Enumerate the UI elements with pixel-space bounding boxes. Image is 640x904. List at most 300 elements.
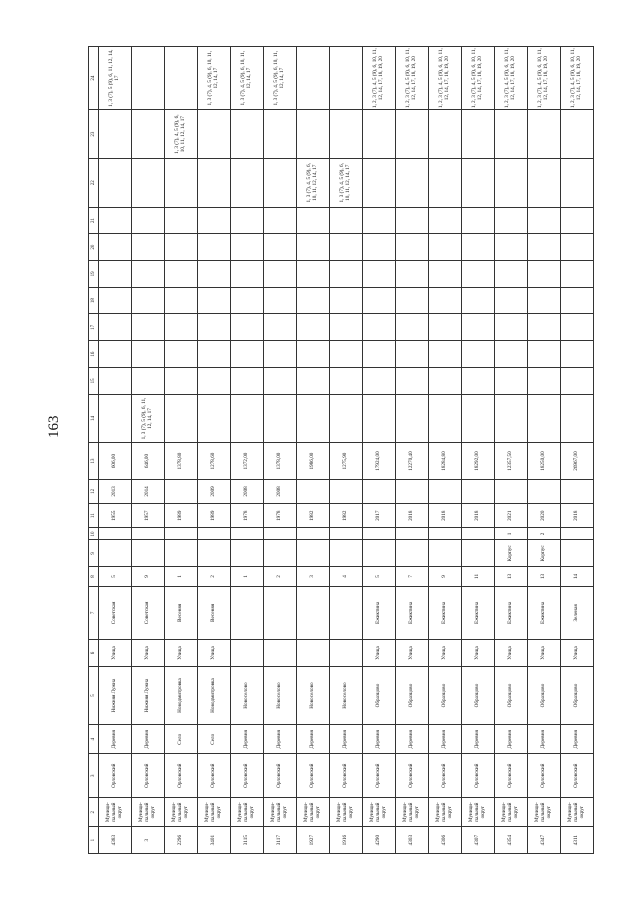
table-cell: 12357,50 [495,443,528,479]
table-cell [264,586,297,639]
table-cell: Деревня [528,725,561,754]
table-cell: Образцово [462,666,495,724]
table-row [198,47,231,854]
table-cell: 3117 [264,827,297,854]
table-cell: Орловский [528,754,561,798]
table-cell: Орловский [330,754,363,798]
table-cell: Деревня [264,725,297,754]
table-cell [132,110,165,159]
table-cell: Орловский [429,754,462,798]
table-cell [561,367,594,394]
table-cell [363,314,396,341]
table-cell [198,287,231,314]
header-cell: 12 [89,479,99,503]
table-cell [429,314,462,341]
table-cell: Нижняя Лужна [132,666,165,724]
table-cell: Улица [363,640,396,667]
table-cell: Улица [561,640,594,667]
table-cell [99,158,132,207]
table-row [429,47,462,854]
table-row [132,47,165,854]
table-cell: Ежиктина [462,586,495,639]
table-cell [495,234,528,261]
table-cell [363,479,396,503]
table-cell [330,479,363,503]
table-cell: Муници-пальный округ [495,798,528,827]
table-cell [198,110,231,159]
table-cell [363,234,396,261]
header-cell: 24 [89,47,99,110]
table-cell [231,158,264,207]
table-cell: Орловский [495,754,528,798]
header-cell: 14 [89,394,99,443]
table-cell: 2008 [231,479,264,503]
table-cell [99,528,132,540]
table-cell: 1, 2, 3 (7), 4, 5 (9), 6, 10, 11, 12, 14, 17, 18, 19, 20 [495,47,528,110]
table-cell [132,261,165,288]
table-cell: Новодмитровка [198,666,231,724]
table-cell [429,394,462,443]
table-cell [165,540,198,567]
table-cell [528,314,561,341]
table-cell [528,110,561,159]
table-cell: Новоселово [264,666,297,724]
table-cell [363,528,396,540]
table-cell [528,394,561,443]
table-cell [99,394,132,443]
table-cell [231,341,264,368]
table-row [264,47,297,854]
table-cell [297,528,330,540]
rotated-table-wrapper [88,46,594,854]
table-cell: 2014 [132,479,165,503]
table-cell [462,479,495,503]
table-cell [165,314,198,341]
table-cell: Село [165,725,198,754]
header-cell: 8 [89,567,99,586]
table-cell [363,261,396,288]
table-cell: 2 [198,567,231,586]
table-cell: 5 [363,567,396,586]
table-cell [99,367,132,394]
table-cell [330,394,363,443]
table-cell [561,341,594,368]
table-cell [297,314,330,341]
table-cell: 9 [429,567,462,586]
table-cell [330,341,363,368]
table-cell [561,158,594,207]
table-cell: 1, 2, 3 (7), 4, 5 (9), 6, 10, 11, 12, 14, 17, 18, 19, 20 [561,47,594,110]
table-row [396,47,429,854]
table-cell [99,540,132,567]
table-cell: Улица [528,640,561,667]
table-cell [330,586,363,639]
table-cell: Новодмитровка [165,666,198,724]
table-cell: Улица [429,640,462,667]
table-cell [462,314,495,341]
table-cell [132,314,165,341]
table-cell: 2296 [165,827,198,854]
header-cell: 20 [89,234,99,261]
table-cell: 1 [495,528,528,540]
table-cell: 18292,00 [462,443,495,479]
table-cell [561,234,594,261]
table-cell [198,207,231,234]
table-cell: 1989 [198,504,231,528]
table-cell: Улица [132,640,165,667]
table-cell: 1, 2, 3 (7), 4, 5 (9), 6, 10, 11, 12, 14, 17, 18, 19, 20 [528,47,561,110]
table-cell: Улица [165,640,198,667]
table-cell: Орловский [99,754,132,798]
table-cell: Орловский [561,754,594,798]
table-cell [198,158,231,207]
table-cell [297,47,330,110]
table-cell [132,234,165,261]
table-cell: Улица [198,640,231,667]
table-cell [396,158,429,207]
table-cell: 2009 [198,479,231,503]
table-cell [297,341,330,368]
table-cell [330,261,363,288]
table-cell: 18284,80 [429,443,462,479]
table-cell: Нижняя Лужна [99,666,132,724]
table-cell [231,234,264,261]
table-cell [165,47,198,110]
table-row [561,47,594,854]
table-cell [396,367,429,394]
table-cell [165,341,198,368]
table-cell: 4 [330,567,363,586]
table-cell: 4290 [363,827,396,854]
table-cell [330,367,363,394]
table-cell: Образцово [363,666,396,724]
table-cell [297,394,330,443]
table-cell [198,394,231,443]
table-cell: Образцово [396,666,429,724]
table-cell [429,110,462,159]
table-cell [561,287,594,314]
table-cell: 1, 2, 3 (7), 4, 5 (9), 6, 10, 11, 12, 14, 17, 18, 19, 20 [462,47,495,110]
table-cell: 2020 [528,504,561,528]
table-cell [330,528,363,540]
header-cell: 1 [89,827,99,854]
table-cell [396,479,429,503]
table-cell: 646,00 [132,443,165,479]
table-cell [396,540,429,567]
header-cell: 16 [89,341,99,368]
table-row [363,47,396,854]
table-row [330,47,363,854]
table-cell: Муници-пальный округ [561,798,594,827]
table-cell: 1955 [99,504,132,528]
table-cell [495,394,528,443]
table-cell [165,479,198,503]
table-cell [297,261,330,288]
table-cell: Муници-пальный округ [429,798,462,827]
table-cell: 1278,60 [198,443,231,479]
table-cell [264,261,297,288]
table-cell [495,158,528,207]
table-cell [528,341,561,368]
table-cell [132,528,165,540]
table-cell [198,341,231,368]
table-cell [231,640,264,667]
table-cell [561,479,594,503]
table-cell [495,367,528,394]
table-cell: 4307 [462,827,495,854]
table-cell: Муници-пальный округ [297,798,330,827]
table-cell: 13 [495,567,528,586]
table-cell: Советская [99,586,132,639]
table-cell [429,479,462,503]
table-cell [429,158,462,207]
table-cell [231,367,264,394]
table-cell [429,207,462,234]
table-cell: 1 [231,567,264,586]
table-cell [561,394,594,443]
table-cell [429,341,462,368]
table-cell [330,314,363,341]
table-cell [396,394,429,443]
table-cell [330,207,363,234]
table-cell [198,367,231,394]
table-row [297,47,330,854]
table-cell: Ежиктина [429,586,462,639]
table-cell: 4354 [495,827,528,854]
table-cell [462,287,495,314]
table-cell [231,528,264,540]
housing-registry-table [88,46,594,854]
table-cell [99,234,132,261]
table-cell [462,261,495,288]
table-cell: Деревня [231,725,264,754]
table-cell: Орловский [165,754,198,798]
table-cell [264,110,297,159]
table-cell [165,394,198,443]
table-cell: 1, 3 (7), 4, 5 (9), 6, 10, 11, 12, 14, 17 [231,47,264,110]
table-row [231,47,264,854]
header-cell: 9 [89,540,99,567]
table-cell [231,261,264,288]
table-cell [561,261,594,288]
table-cell [231,207,264,234]
table-cell: 2 [528,528,561,540]
table-cell: 2013 [99,479,132,503]
table-cell [495,110,528,159]
table-cell [462,158,495,207]
table-cell [165,287,198,314]
table-cell: 18250,00 [528,443,561,479]
table-cell [528,287,561,314]
table-cell [132,207,165,234]
table-cell [132,158,165,207]
table-cell: Деревня [561,725,594,754]
table-cell [165,261,198,288]
table-row [462,47,495,854]
table-cell [165,234,198,261]
table-cell [330,110,363,159]
table-cell: Муници-пальный округ [264,798,297,827]
table-cell: Деревня [363,725,396,754]
table-row [165,47,198,854]
table-row [495,47,528,854]
table-cell: Орловский [132,754,165,798]
table-cell: 4347 [528,827,561,854]
table-cell [99,261,132,288]
table-cell [462,234,495,261]
table-cell: 1, 3 (7), 4, 5 (9), 6, 10, 11, 12, 14, 17 [198,47,231,110]
header-cell: 3 [89,754,99,798]
header-cell: 21 [89,207,99,234]
table-cell [462,367,495,394]
table-cell [297,207,330,234]
table-cell [429,367,462,394]
table-cell [264,640,297,667]
table-cell [363,367,396,394]
table-cell [99,207,132,234]
table-cell [297,586,330,639]
header-cell: 13 [89,443,99,479]
header-cell: 17 [89,314,99,341]
table-cell [132,367,165,394]
header-cell: 6 [89,640,99,667]
table-cell: 4311 [561,827,594,854]
table-cell [363,287,396,314]
table-cell [363,341,396,368]
table-cell: Образцово [429,666,462,724]
table-cell: Деревня [297,725,330,754]
table-cell: Муници-пальный округ [396,798,429,827]
table-cell [330,540,363,567]
table-cell [561,207,594,234]
page-number: 163 [46,415,62,438]
table-cell: 2021 [495,504,528,528]
table-cell: 2008 [264,479,297,503]
header-cell: 23 [89,110,99,159]
table-cell: 3115 [231,827,264,854]
table-cell [528,367,561,394]
table-cell: Муници-пальный округ [231,798,264,827]
table-cell: 2018 [396,504,429,528]
table-cell: Улица [396,640,429,667]
table-cell [396,261,429,288]
table-cell [264,394,297,443]
table-cell: 17924,00 [363,443,396,479]
table-cell: 1957 [132,504,165,528]
table-cell: Муници-пальный округ [165,798,198,827]
header-cell: 11 [89,504,99,528]
header-cell: 10 [89,528,99,540]
table-cell: 1, 3 (7), 4, 5 (9), 6, 10, 11, 12, 14, 17 [330,158,363,207]
table-cell: Орловский [231,754,264,798]
table-cell: Орловский [462,754,495,798]
table-cell: Муници-пальный округ [330,798,363,827]
table-cell: 1, 2, 3 (7), 4, 5 (9), 6, 10, 11, 12, 14, 17, 18, 19, 20 [363,47,396,110]
table-cell: Новоселово [231,666,264,724]
table-cell: Деревня [132,725,165,754]
table-cell [330,234,363,261]
table-cell: Корпус [528,540,561,567]
table-cell [429,287,462,314]
table-cell [462,394,495,443]
table-cell: Советская [132,586,165,639]
table-cell: 1, 3 (7), 4, 5 (9), 6, 10, 11, 12, 14, 17 [297,158,330,207]
table-cell [165,158,198,207]
table-cell: Улица [99,640,132,667]
table-cell [561,314,594,341]
table-cell [462,110,495,159]
table-cell [132,341,165,368]
table-cell: Новоселово [297,666,330,724]
table-cell [264,528,297,540]
table-cell [297,479,330,503]
table-cell: 1, 2, 3 (7), 4, 5 (9), 6, 10, 11, 12, 14, 17, 18, 19, 20 [396,47,429,110]
table-cell [462,207,495,234]
table-cell: Деревня [396,725,429,754]
table-cell: Ежиктина [396,586,429,639]
table-cell [297,540,330,567]
table-cell [264,287,297,314]
table-cell [429,540,462,567]
table-cell: Улица [462,640,495,667]
table-cell: 3 [132,827,165,854]
table-cell [396,234,429,261]
table-cell [99,110,132,159]
table-cell [264,158,297,207]
table-cell [462,341,495,368]
table-header-row [89,47,99,854]
table-cell: Образцово [561,666,594,724]
table-cell [264,341,297,368]
header-cell: 22 [89,158,99,207]
table-cell [528,234,561,261]
table-cell [561,110,594,159]
table-cell: 1, 2, 3 (7), 4, 5 (9), 6, 10, 11, 12, 14, 17, 18, 19, 20 [429,47,462,110]
table-cell: 9 [132,567,165,586]
table-cell [297,367,330,394]
table-cell [396,528,429,540]
table-cell [495,341,528,368]
table-cell [132,287,165,314]
table-cell [429,261,462,288]
table-cell: Улица [495,640,528,667]
table-cell: Образцово [528,666,561,724]
table-cell: Деревня [330,725,363,754]
table-cell: 4303 [396,827,429,854]
table-cell [363,540,396,567]
table-cell [198,234,231,261]
table-cell: 1 [165,567,198,586]
table-cell [231,287,264,314]
table-cell: 3401 [198,827,231,854]
table-cell: 3 [297,567,330,586]
table-cell [165,367,198,394]
table-cell: 13 [528,567,561,586]
table-cell [495,314,528,341]
table-cell [99,341,132,368]
table-cell: Деревня [99,725,132,754]
table-cell [561,540,594,567]
header-cell: 4 [89,725,99,754]
table-cell: 1, 3 (7), 4, 5 (9), 6, 10, 11, 12, 14, 17 [264,47,297,110]
table-cell: Орловский [198,754,231,798]
table-cell: Деревня [495,725,528,754]
header-cell: 7 [89,586,99,639]
table-cell: 1, 3 (7), 5 (9), 6, 11, 12, 14, 17 [132,394,165,443]
table-cell [99,314,132,341]
table-cell [396,110,429,159]
table-cell [132,540,165,567]
